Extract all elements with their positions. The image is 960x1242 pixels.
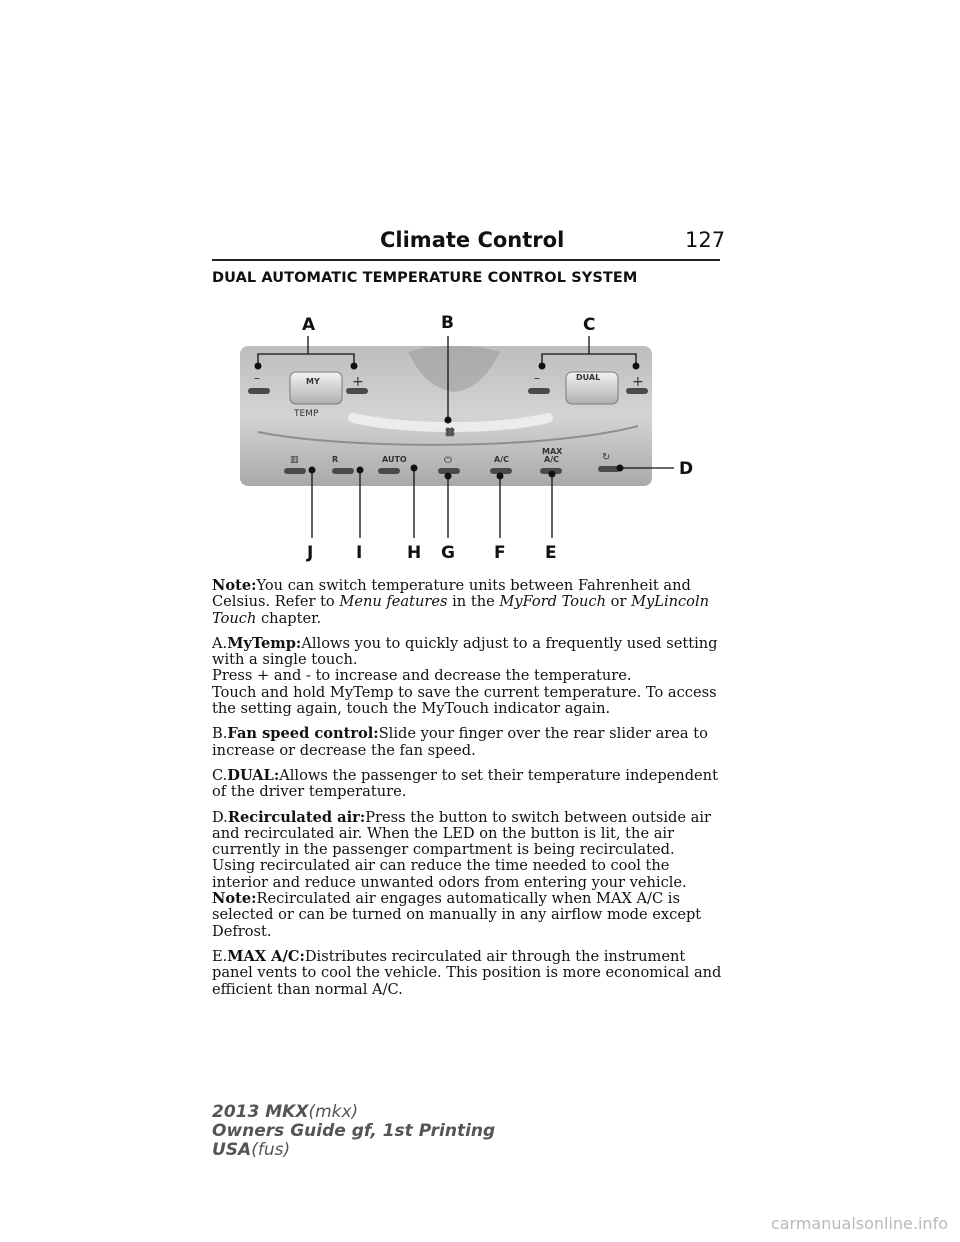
temp-minus-button (248, 388, 270, 394)
note-label: Note: (212, 890, 257, 908)
item-a-line3: Touch and hold MyTemp to save the current temperature. To access the setting again, touch the MyTouch indicator again. (212, 683, 717, 718)
footer-model-code: (mkx) (308, 1102, 359, 1122)
dual-label: DUAL (576, 373, 601, 382)
note-text: Recirculated air engages automatically when MAX A/C is selected or can be turned on manually in any airflow mode except Defrost. (212, 890, 702, 940)
power-icon: ⏻ (444, 455, 452, 466)
reference-myford-touch: MyFord Touch (499, 593, 607, 611)
section-heading: DUAL AUTOMATIC TEMPERATURE CONTROL SYSTEM (212, 270, 638, 286)
ac-label: A/C (494, 455, 509, 464)
page-number: 127 (685, 228, 726, 252)
my-label: MY (306, 377, 320, 386)
temp-plus-label: + (352, 374, 364, 390)
callout-c: C (583, 315, 596, 335)
watermark: carmanualsonline.info (770, 1214, 948, 1233)
reference-menu-features: Menu features (339, 593, 448, 611)
item-label: Recirculated air: (227, 808, 366, 826)
chapter-title: Climate Control (380, 228, 565, 252)
dual-plus-label: + (632, 374, 644, 390)
front-defrost-button (284, 468, 306, 474)
footer-model: 2013 MKX (212, 1102, 309, 1122)
item-e (212, 949, 722, 998)
item-d (212, 810, 722, 891)
rear-defrost-button (332, 468, 354, 474)
item-text: Allows you to quickly adjust to a frequently used setting with a single touch. (212, 634, 718, 669)
auto-button (378, 468, 400, 474)
item-label: MAX A/C: (227, 947, 305, 965)
callout-e: E (545, 543, 557, 563)
climate-panel-illustration (228, 300, 708, 570)
item-prefix: B. (212, 725, 228, 743)
auto-label: AUTO (382, 455, 407, 464)
recirculation-icon: ↻ (602, 452, 611, 463)
print-footer (212, 1103, 495, 1160)
footer-market-code: (fus) (251, 1140, 291, 1160)
callout-a: A (302, 315, 316, 335)
item-prefix: A. (212, 634, 228, 652)
callout-b: B (441, 313, 454, 333)
rear-defrost-label: R (332, 455, 339, 464)
callout-h: H (407, 543, 422, 563)
callout-f: F (494, 543, 506, 563)
temp-label: TEMP (294, 409, 319, 419)
note-text: in the (447, 593, 500, 611)
dual-minus-button (528, 388, 550, 394)
note-text: chapter. (256, 609, 322, 627)
item-text: Allows the passenger to set their temperature independent of the driver temperature. (212, 766, 718, 801)
reference-mylincoln-touch: MyLincoln Touch (212, 593, 710, 627)
max-ac-label: A/C (544, 455, 559, 464)
footer-guide: Owners Guide gf, 1st Printing (212, 1121, 496, 1141)
item-label: Fan speed control: (227, 725, 379, 743)
callout-i: I (356, 543, 363, 563)
item-prefix: D. (212, 808, 228, 826)
item-prefix: E. (212, 947, 228, 965)
max-label: MAX (542, 447, 563, 456)
item-a (212, 636, 722, 669)
dual-minus-label: – (534, 371, 540, 385)
item-prefix: C. (212, 766, 228, 784)
body-text (212, 578, 722, 1007)
item-b (212, 726, 722, 759)
callout-j: J (307, 543, 314, 563)
footer-line-market (212, 1141, 495, 1160)
item-text: Distributes recirculated air through the instrument panel vents to cool the vehicle. This position is more economical and efficient than normal A/C. (212, 947, 722, 998)
footer-line-model (212, 1103, 495, 1122)
item-label: MyTemp: (227, 634, 302, 652)
note-text: You can switch temperature units between Fahrenheit and Celsius. Refer to (212, 577, 691, 611)
item-label: DUAL: (227, 766, 280, 784)
callout-d: D (679, 459, 694, 479)
climate-control-panel-figure (228, 300, 708, 570)
header-divider (212, 259, 720, 261)
item-a-line2: Press + and - to increase and decrease the temperature. (212, 667, 632, 685)
note-recirculation (212, 891, 722, 940)
callout-g: G (441, 543, 455, 563)
front-defrost-icon: ▥ (290, 455, 299, 465)
note-units (212, 578, 722, 627)
footer-line-guide (212, 1122, 495, 1141)
note-label: Note: (212, 577, 257, 594)
temp-minus-label: – (254, 371, 260, 385)
item-text: Slide your finger over the rear slider area to increase or decrease the fan speed. (212, 725, 708, 759)
item-text: Press the button to switch between outside air and recirculated air. When the LED on the button is lit, the air currently in the passenger compartment is being recirculated. Using recirculated air can reduce the time needed to cool the interior and reduce unwanted odors from entering your vehicle. (212, 808, 711, 891)
note-text: or (606, 593, 632, 611)
footer-market: USA (212, 1140, 252, 1160)
item-c (212, 768, 722, 801)
